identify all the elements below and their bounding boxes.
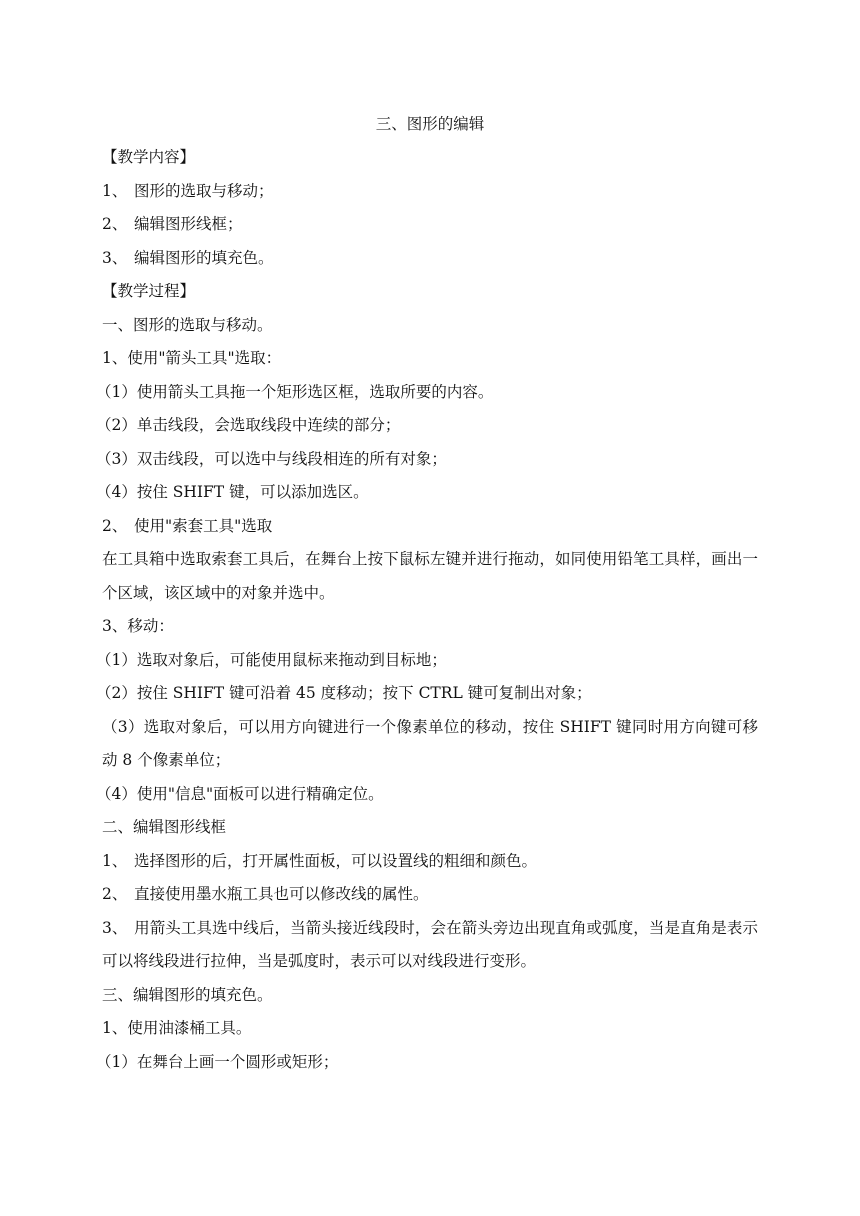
- process-heading: 【教学过程】: [102, 282, 196, 300]
- document-page: [96, 108, 758, 1079]
- section-2-item-1-num: 1、: [102, 851, 128, 870]
- content-item-3-text: 编辑图形的填充色。: [134, 248, 274, 267]
- content-item-2: [102, 208, 758, 242]
- section-1-2-text: 使用"索套工具"选取: [134, 516, 273, 535]
- section-1-3-heading: 3、移动：: [102, 617, 174, 635]
- section-2-item-2-num: 2、: [102, 885, 128, 903]
- section-1-3-item-1: （1）选取对象后，可能使用鼠标来拖动到目标地；: [96, 650, 447, 669]
- section-2-item-1-text: 选择图形的后，打开属性面板，可以设置线的粗细和颜色。: [134, 851, 538, 870]
- section-2-item-2: [102, 878, 758, 912]
- section-1-1-item-1: （1）使用箭头工具拖一个矩形选区框，选取所要的内容。: [96, 382, 494, 401]
- section-2-item-3-text: 用箭头工具选中线后，当箭头接近线段时，会在箭头旁边出现直角或弧度，当是直角是表示可以将线段进行拉伸，当是弧度时，表示可以对线段进行变形。: [102, 918, 758, 970]
- section-3-heading: 三、编辑图形的填充色。: [102, 985, 273, 1004]
- section-2-item-3-num: 3、: [102, 918, 128, 937]
- section-2-item-3: [102, 912, 758, 979]
- content-heading: 【教学内容】: [102, 148, 196, 166]
- section-1-3-item-3: （3）选取对象后，可以用方向键进行一个像素单位的移动，按住 SHIFT 键同时用方向键可移动 8 个像素单位；: [102, 717, 758, 769]
- section-1-1-heading: 1、使用"箭头工具"选取：: [102, 349, 282, 367]
- content-item-1-text: 图形的选取与移动；: [134, 181, 274, 200]
- content-item-2-num: 2、: [102, 215, 128, 233]
- section-1-2-num: 2、: [102, 516, 128, 535]
- content-item-3: [102, 242, 758, 276]
- section-1-2-paragraph: 在工具箱中选取索套工具后，在舞台上按下鼠标左键并进行拖动，如同使用铅笔工具样，画出一个区域，该区域中的对象并选中。: [102, 550, 758, 602]
- section-2-heading: 二、编辑图形线框: [102, 818, 227, 836]
- section-1-1-item-4: （4）按住 SHIFT 键，可以添加选区。: [96, 483, 369, 501]
- section-1-1-item-2: （2）单击线段，会选取线段中连续的部分；: [96, 416, 401, 434]
- document-title: 三、图形的编辑: [375, 115, 485, 133]
- content-item-2-text: 编辑图形线框；: [134, 215, 243, 233]
- content-item-1-num: 1、: [102, 181, 128, 200]
- content-item-1: [102, 175, 758, 209]
- section-1-2-heading: [102, 510, 758, 544]
- section-3-1-item-1: （1）在舞台上画一个圆形或矩形；: [96, 1052, 339, 1071]
- section-1-3-item-4: （4）使用"信息"面板可以进行精确定位。: [96, 784, 384, 803]
- section-2-item-2-text: 直接使用墨水瓶工具也可以修改线的属性。: [134, 885, 429, 903]
- content-item-3-num: 3、: [102, 248, 128, 267]
- section-1-heading: 一、图形的选取与移动。: [102, 315, 273, 334]
- section-1-3-item-2: （2）按住 SHIFT 键可沿着 45 度移动；按下 CTRL 键可复制出对象；: [96, 684, 592, 702]
- section-2-item-1: [102, 845, 758, 879]
- section-1-1-item-3: （3）双击线段，可以选中与线段相连的所有对象；: [96, 449, 447, 468]
- section-3-1-heading: 1、使用油漆桶工具。: [102, 1019, 252, 1037]
